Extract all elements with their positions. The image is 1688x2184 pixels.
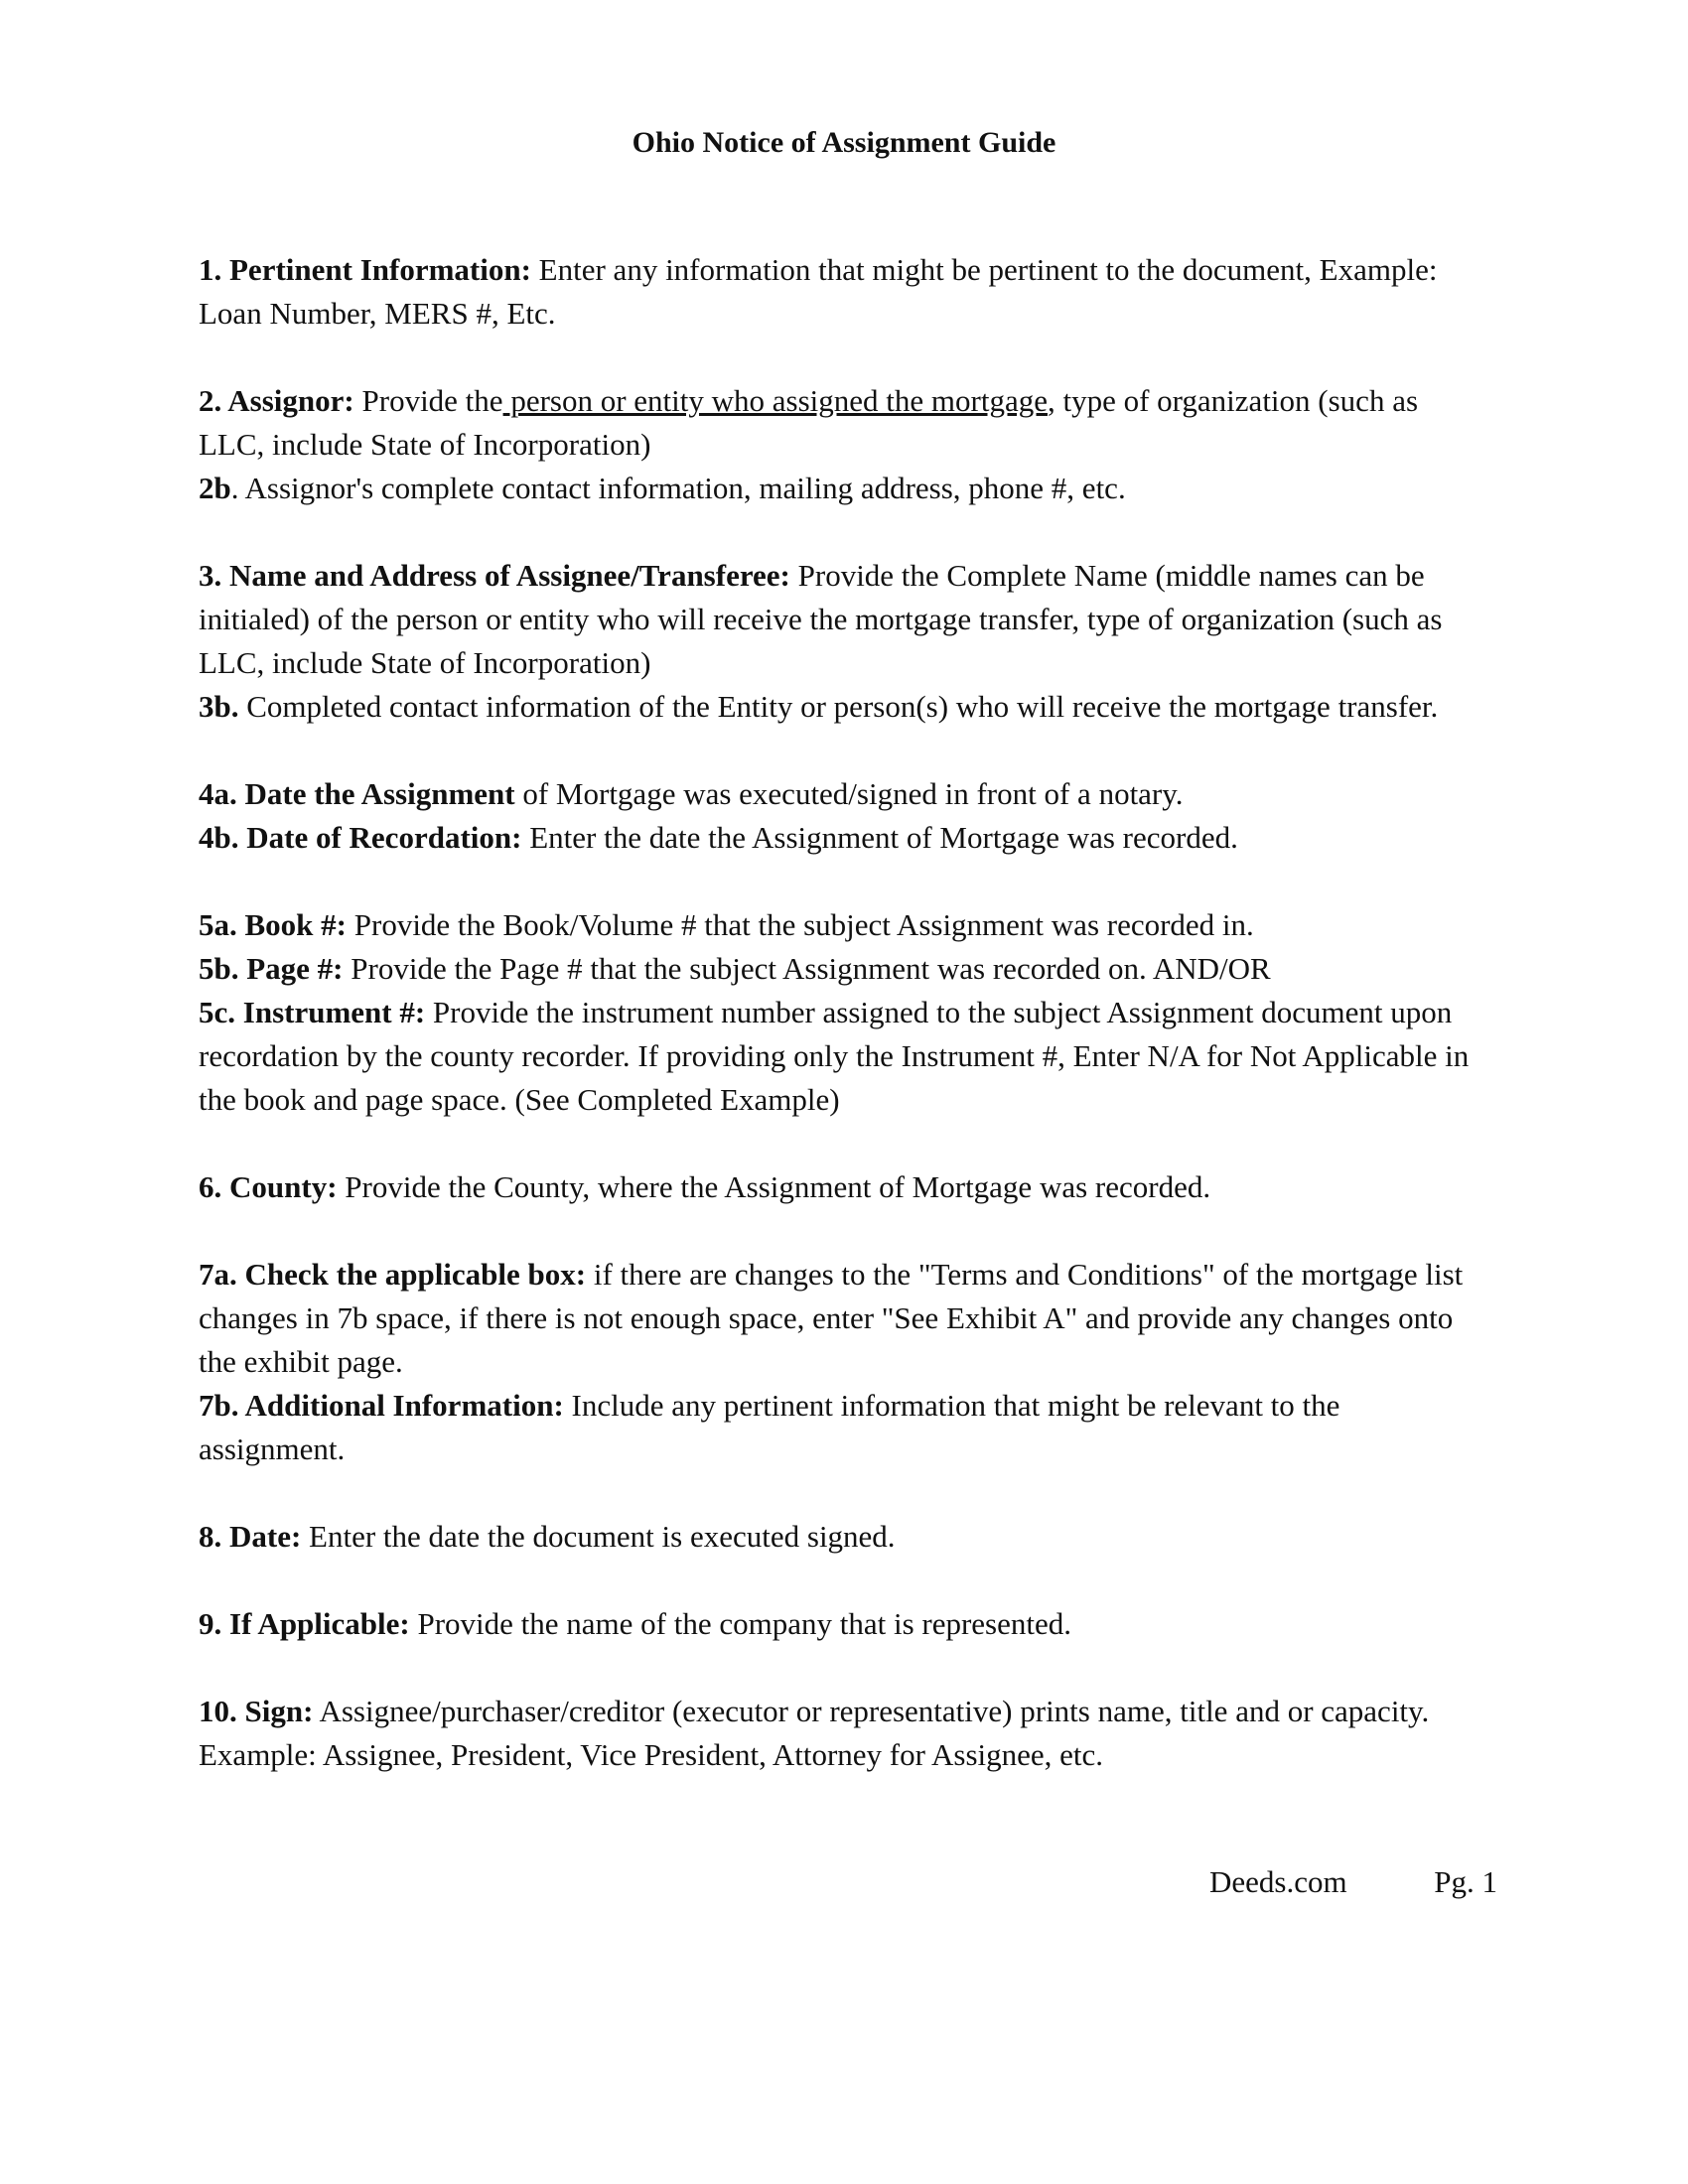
section-2-post: , type of organization (such as LLC, include State of Incorporation) xyxy=(199,383,1419,462)
section-1-label: 1. Pertinent Information: xyxy=(199,252,531,287)
section-5a-text: Provide the Book/Volume # that the subject Assignment was recorded in. xyxy=(347,907,1254,942)
section-1 xyxy=(199,248,1489,336)
section-4a-label: 4a. Date the Assignment xyxy=(199,776,515,811)
section-9-label: 9. If Applicable: xyxy=(199,1606,410,1641)
section-4b-label: 4b. Date of Recordation: xyxy=(199,820,522,855)
section-8-label: 8. Date: xyxy=(199,1519,302,1554)
section-3 xyxy=(199,554,1489,729)
section-1-text: Enter any information that might be pertinent to the document, Example: Loan Number, MERS #, Etc. xyxy=(199,252,1438,331)
section-5b-label: 5b. Page #: xyxy=(199,951,344,986)
section-2-underlined: person or entity who assigned the mortgage xyxy=(502,383,1048,418)
section-2-pre: Provide the xyxy=(353,383,503,418)
section-2b-text: . Assignor's complete contact information, mailing address, phone #, etc. xyxy=(230,471,1126,505)
section-10-text: Assignee/purchaser/creditor (executor or representative) prints name, title and or capacity. Example: Assignee, President, Vice President, Attorney for Assignee, etc. xyxy=(199,1694,1430,1772)
footer-site: Deeds.com xyxy=(1209,1864,1347,1899)
section-3-text: Provide the Complete Name (middle names can be initialed) of the person or entity who will receive the mortgage transfer, type of organization (such as LLC, include State of Incorporation) xyxy=(199,558,1443,680)
section-2-label: 2. Assignor: xyxy=(199,383,354,418)
section-3b-label: 3b. xyxy=(199,689,239,724)
section-4a-text: of Mortgage was executed/signed in front of a notary. xyxy=(514,776,1184,811)
section-4 xyxy=(199,772,1489,860)
section-7b-line xyxy=(199,1384,1489,1471)
section-3b-text: Completed contact information of the Entity or person(s) who will receive the mortgage transfer. xyxy=(238,689,1439,724)
section-4a-line xyxy=(199,772,1489,816)
section-10 xyxy=(199,1690,1489,1777)
section-5 xyxy=(199,903,1489,1122)
section-5a-label: 5a. Book #: xyxy=(199,907,347,942)
section-7a-line xyxy=(199,1253,1489,1384)
section-5c-line xyxy=(199,991,1489,1122)
section-5c-text: Provide the instrument number assigned to the subject Assignment document upon recordation by the county recorder. If providing only the Instrument #, Enter N/A for Not Applicable in the book and page space. (See Completed Example) xyxy=(199,995,1470,1117)
section-7 xyxy=(199,1253,1489,1471)
section-6-text: Provide the County, where the Assignment of Mortgage was recorded. xyxy=(337,1169,1211,1204)
page-footer xyxy=(1209,1864,1497,1900)
section-6 xyxy=(199,1165,1489,1209)
section-2 xyxy=(199,379,1489,510)
section-2-line xyxy=(199,379,1489,467)
section-4b-line xyxy=(199,816,1489,860)
section-3-line xyxy=(199,554,1489,685)
section-5b-text: Provide the Page # that the subject Assignment was recorded on. AND/OR xyxy=(343,951,1271,986)
section-5a-line xyxy=(199,903,1489,947)
section-5c-label: 5c. Instrument #: xyxy=(199,995,426,1029)
section-2b-line xyxy=(199,467,1489,510)
section-2b-label: 2b xyxy=(199,471,231,505)
section-7a-text: if there are changes to the "Terms and Conditions" of the mortgage list changes in 7b space, if there is not enough space, enter "See Exhibit A" and provide any changes onto the exhibit page. xyxy=(199,1257,1464,1379)
section-6-label: 6. County: xyxy=(199,1169,338,1204)
section-7b-label: 7b. Additional Information: xyxy=(199,1388,564,1423)
section-8 xyxy=(199,1515,1489,1559)
section-8-text: Enter the date the document is executed signed. xyxy=(301,1519,896,1554)
guide-body xyxy=(199,248,1489,1821)
section-7a-label: 7a. Check the applicable box: xyxy=(199,1257,587,1292)
section-4b-text: Enter the date the Assignment of Mortgage was recorded. xyxy=(521,820,1238,855)
page-title: Ohio Notice of Assignment Guide xyxy=(632,126,1056,159)
section-9 xyxy=(199,1602,1489,1646)
section-3b-line xyxy=(199,685,1489,729)
section-10-label: 10. Sign: xyxy=(199,1694,314,1728)
footer-page-number: Pg. 1 xyxy=(1434,1864,1497,1899)
section-3-label: 3. Name and Address of Assignee/Transferee: xyxy=(199,558,790,593)
section-7b-text: Include any pertinent information that might be relevant to the assignment. xyxy=(199,1388,1340,1466)
section-5b-line xyxy=(199,947,1489,991)
section-9-text: Provide the name of the company that is represented. xyxy=(409,1606,1072,1641)
